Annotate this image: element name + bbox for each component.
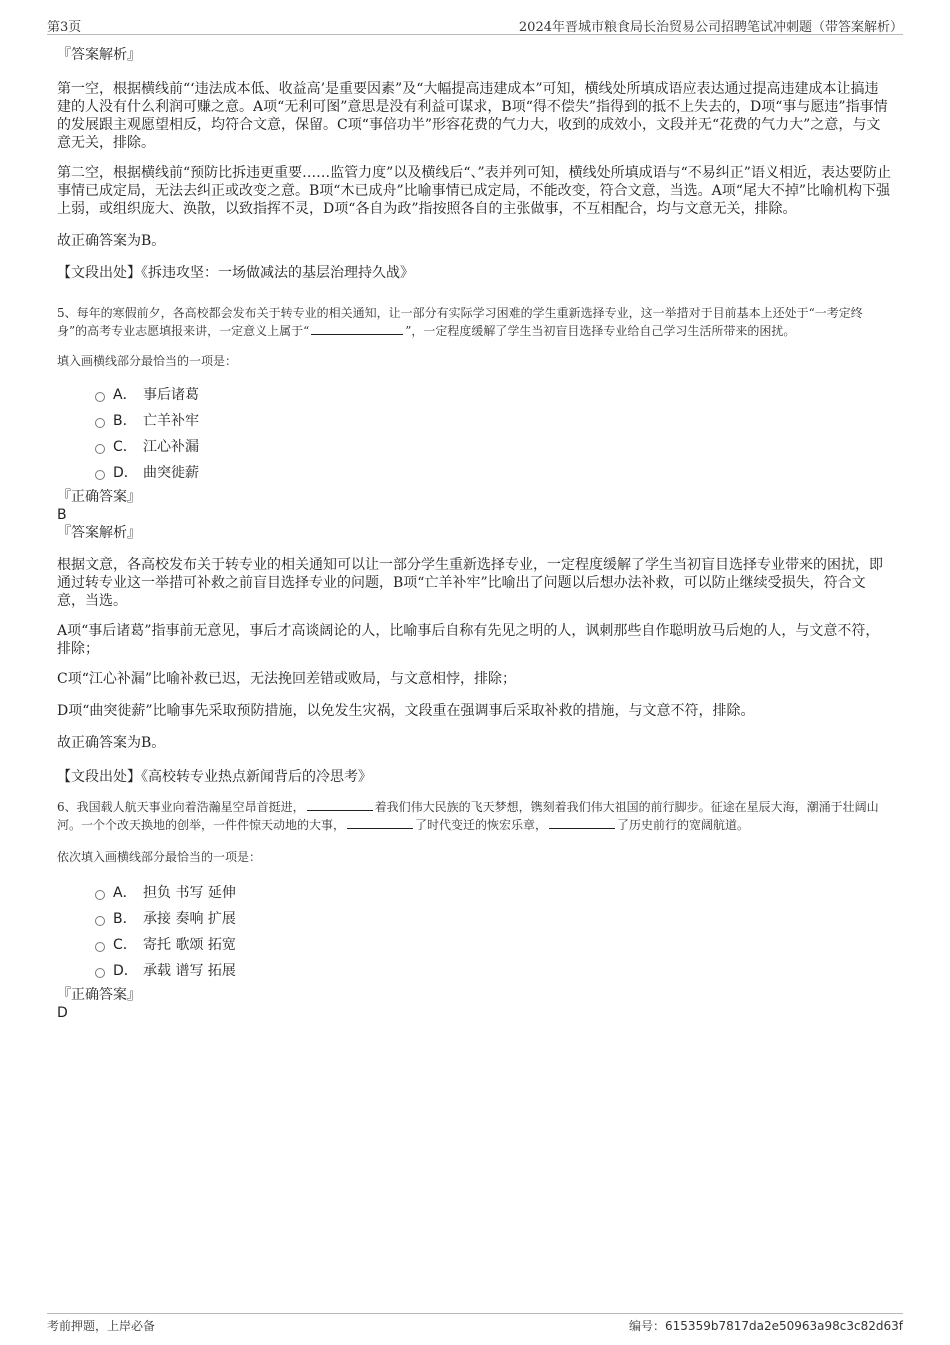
q5-answer: B	[57, 507, 67, 523]
q6-options	[95, 880, 892, 984]
q5-analysis-p4: D项“曲突徙薪”比喻事先采取预防措施，以免发生灾祸，文段重在强调事后采取补救的措施，与文意不符，排除。	[57, 703, 755, 719]
q6-option-c[interactable]: C． 寄托 歌颂 拓宽	[95, 932, 892, 958]
q5-options	[95, 382, 892, 486]
q6-stem-part3: 了时代变迁的恢宏乐章，	[415, 818, 548, 832]
q6-stem-part2: 着我们伟大民族的飞天梦想，镌刻着我们伟大祖国的前行脚步。征途在星辰大海，潮涌于壮阔山河。一个个改天换地的创举，一件件惊天动地的大事，	[57, 800, 879, 832]
page-content	[57, 46, 892, 1022]
q6-stem-part1: 6、我国载人航天事业向着浩瀚星空昂首挺进，	[57, 800, 305, 814]
radio-icon[interactable]	[95, 444, 105, 454]
q5-option-a[interactable]: A． 事后诸葛	[95, 382, 892, 408]
q6-stem-part4: 了历史前行的宽阔航道。	[617, 818, 750, 832]
q6-option-a[interactable]: A． 担负 书写 延伸	[95, 880, 892, 906]
q4-analysis-p2: 第二空，根据横线前“预防比拆违更重要……监管力度”以及横线后“、”表并列可知，横线处所填成语与“不易纠正”语义相近，表达要防止事情已成定局，无法去纠正或改变之意。B项“木已成舟”比喻事情已成定局，不能改变，符合文意，当选。A项“尾大不掉”比喻机构下强上弱，或组织庞大、涣散，以致指挥不灵，D项“各自为政”指按照各自的主张做事，不互相配合，均与文意无关，排除。	[57, 165, 891, 217]
document-code-value: 615359b7817da2e50963a98c3c82d63f	[665, 1319, 903, 1333]
radio-icon[interactable]	[95, 392, 105, 402]
q6-prompt: 依次填入画横线部分最恰当的一项是：	[57, 850, 262, 864]
q5-analysis-p2: A项“事后诸葛”指事前无意见，事后才高谈阔论的人，比喻事后自称有先见之明的人，讽刺那些自作聪明放马后炮的人，与文意不符，排除；	[57, 623, 880, 657]
radio-icon[interactable]	[95, 942, 105, 952]
q6-option-b[interactable]: B． 承接 奏响 扩展	[95, 906, 892, 932]
q6-blank-1	[307, 798, 373, 811]
page-number: 第3页	[47, 20, 82, 35]
q5-option-c[interactable]: C． 江心补漏	[95, 434, 892, 460]
q5-prompt: 填入画横线部分最恰当的一项是：	[57, 354, 238, 368]
radio-icon[interactable]	[95, 470, 105, 480]
q5-answer-tag: 『正确答案』	[57, 489, 141, 505]
document-code-label: 编号：	[629, 1319, 666, 1333]
q6-option-d[interactable]: D． 承载 谱写 拓展	[95, 958, 892, 984]
q4-answer-summary: 故正确答案为B。	[57, 233, 166, 249]
document-title: 2024年晋城市粮食局长治贸易公司招聘笔试冲刺题（带答案解析）	[518, 20, 903, 35]
q5-stem-part1: 5、每年的寒假前夕，各高校都会发布关于转专业的相关通知，让一部分有实际学习困难的学生重新选择专业，这一举措对于目前基本上还处于“一考定终身”的高考专业志愿填报来讲，一定意义上属于“	[57, 306, 863, 338]
q4-analysis-tag: 『答案解析』	[57, 47, 141, 63]
radio-icon[interactable]	[95, 890, 105, 900]
q6-stem	[57, 798, 892, 834]
q5-option-d[interactable]: D． 曲突徙薪	[95, 460, 892, 486]
q5-analysis-p1: 根据文意，各高校发布关于转专业的相关通知可以让一部分学生重新选择专业，一定程度缓解了学生当初盲目选择专业带来的困扰，即通过转专业这一举措可补救之前盲目选择专业的问题，B项“亡羊补牢”比喻出了问题以后想办法补救，可以防止继续受损失，符合文意，当选。	[57, 557, 883, 609]
page-header	[47, 14, 903, 35]
radio-icon[interactable]	[95, 916, 105, 926]
q5-answer-summary: 故正确答案为B。	[57, 735, 166, 751]
q6-blank-2	[347, 816, 413, 829]
q5-analysis-tag: 『答案解析』	[57, 525, 141, 541]
radio-icon[interactable]	[95, 968, 105, 978]
document-code	[629, 1317, 903, 1334]
q4-analysis-p1: 第一空，根据横线前“‘违法成本低、收益高’是重要因素”及“大幅提高违建成本”可知，横线处所填成语应表达通过提高违建成本让搞违建的人没有什么利润可赚之意。A项“无利可图”意思是没有利益可谋求，B项“得不偿失”指得到的抵不上失去的，D项“事与愿违”指事情的发展跟主观愿望相反，均符合文意，保留。C项“事倍功半”形容花费的气力大，收到的成效小，文段并无“花费的气力大”之意，与文意无关，排除。	[57, 81, 888, 151]
q5-stem	[57, 304, 892, 340]
q5-blank	[311, 322, 403, 335]
q5-stem-part2: ”，一定程度缓解了学生当初盲目选择专业给自己学习生活所带来的困扰。	[405, 324, 796, 338]
footer-slogan: 考前押题，上岸必备	[47, 1319, 156, 1333]
q6-answer-tag: 『正确答案』	[57, 987, 141, 1003]
q5-analysis-p3: C项“江心补漏”比喻补救已迟，无法挽回差错或败局，与文意相悖，排除；	[57, 671, 517, 687]
q6-blank-3	[549, 816, 615, 829]
q4-source: 【文段出处】《拆违攻坚：一场做减法的基层治理持久战》	[57, 265, 414, 281]
page-footer	[47, 1313, 903, 1333]
q5-option-b[interactable]: B． 亡羊补牢	[95, 408, 892, 434]
q5-source: 【文段出处】《高校转专业热点新闻背后的冷思考》	[57, 769, 372, 785]
q6-answer: D	[57, 1005, 68, 1021]
radio-icon[interactable]	[95, 418, 105, 428]
